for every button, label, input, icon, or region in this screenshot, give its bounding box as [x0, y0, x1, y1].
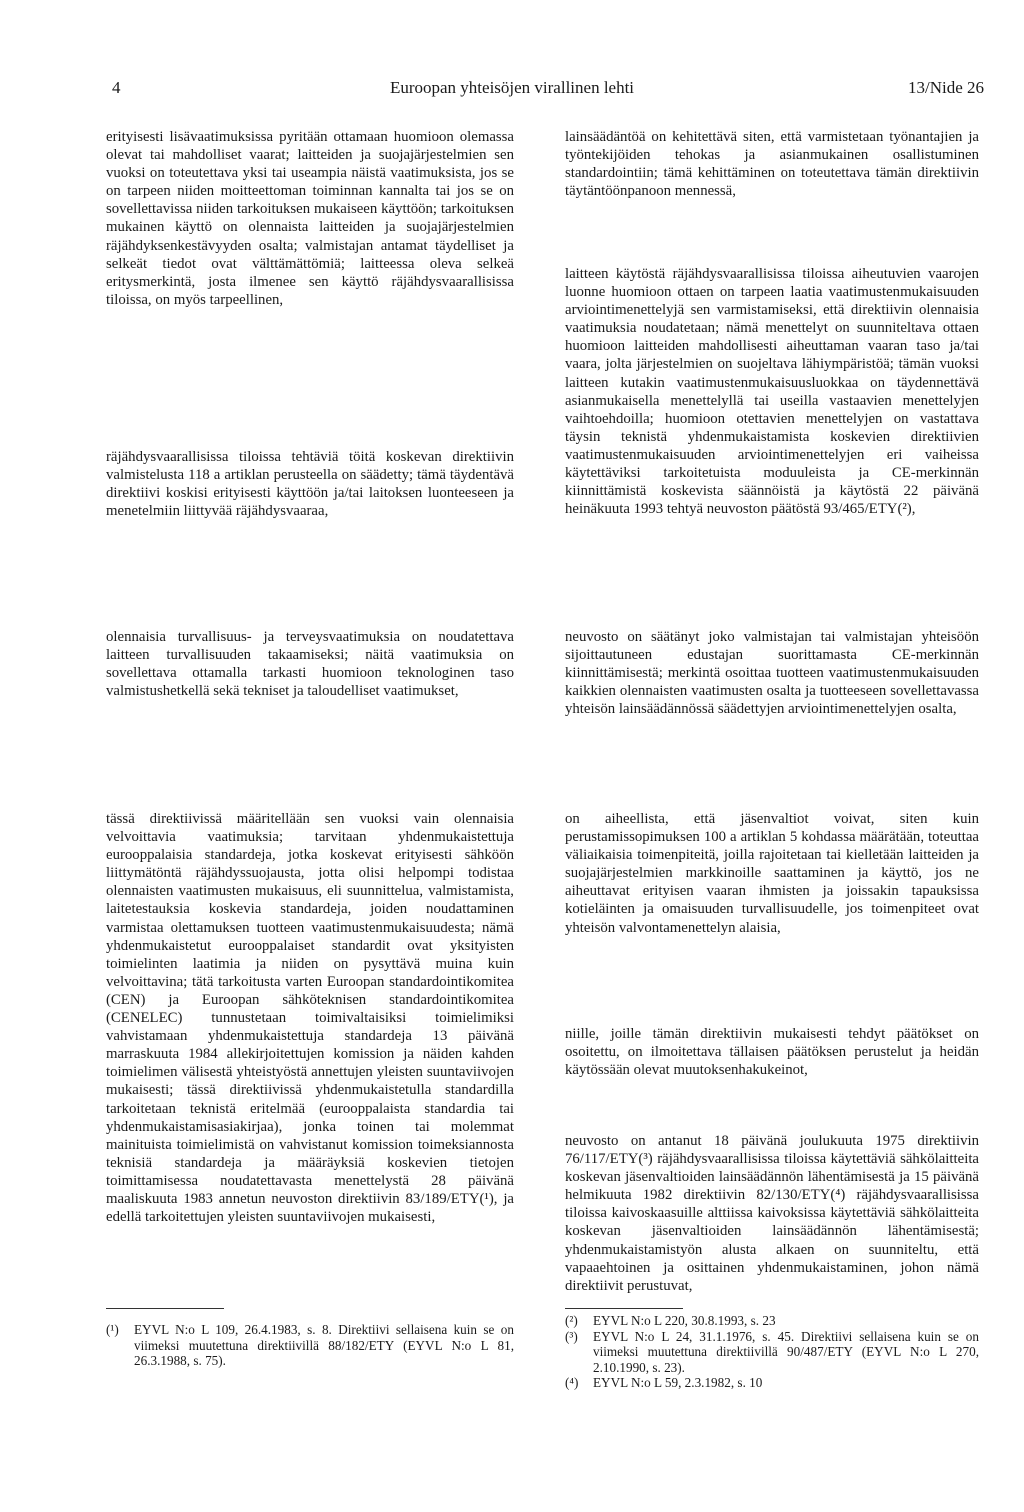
- right-paragraph-5: niille, joille tämän direktiivin mukaisesti tehdyt päätökset on osoitettu, on ilmoitettava tällaisen päätöksen perustelut ja heidän käytössään olevat muutoksenhakukeinot,: [565, 1026, 979, 1079]
- page-number: 4: [112, 78, 121, 97]
- footnote-marker: (²): [565, 1313, 578, 1328]
- footnote-text: EYVL N:o L 24, 31.1.1976, s. 45. Direktiivi sellaisena kuin se on viimeksi muutettuna direktiivillä 90/487/ETY (EYVL N:o L 270, 2.10.1990, s. 23).: [593, 1328, 979, 1375]
- right-footnotes: [565, 1313, 979, 1391]
- right-paragraph-2: laitteen käytöstä räjähdysvaarallisissa tiloissa aiheutuvien vaarojen luonne huomioon ottaen on tarpeen laatia vaatimustenmukaisuuden arviointimenettelyjä sen varmistamiseksi, että direktiivin olennaisia vaatimuksia noudatetaan; nämä menettelyt on suunniteltava ottaen huomioon laitteiden mahdollisesti aiheuttaman vaaran taso ja/tai vaara, jolta järjestelmien on suojeltava lähiympäristöä; tämän vuoksi laitteen kutakin vaatimustenmukaisuusluokkaa on täydennettävä asianmukaisella menettelyllä tai useilla vastaavien menettelyjen vaihtoehdoilla; huomioon otettavien menettelyjen on vastattava täysin teknistä yhdenmukaistamista koskevien direktiivien vaatimustenmukaisuuden arviointimenettelyjen eri vaiheissa käytettäviksi tarkoitetuista moduuleista ja CE-merkinnän kiinnittämistä koskevista säännöistä ja käytöstä 22 päivänä heinäkuuta 1993 tehtyä neuvoston päätöstä 93/465/ETY(²),: [565, 266, 979, 518]
- footnote-text: EYVL N:o L 59, 2.3.1982, s. 10: [593, 1375, 763, 1391]
- footnote-marker: (⁴): [565, 1375, 579, 1391]
- right-paragraph-3: neuvosto on säätänyt joko valmistajan tai valmistajan yhteisöön sijoittautuneen edustajan suorittamasta CE-merkinnän kiinnittämisestä; merkintä osoittaa tuotteen vaatimustenmukaisuuden kaikkien olennaisten vaatimusten osalta ja tuotteeseen sovellettavassa yhteisön lainsäädännössä säädettyjen arviointimenettelyjen osalta,: [565, 629, 979, 718]
- footnote-rule-right: [565, 1308, 683, 1309]
- footnote-2: [565, 1313, 979, 1329]
- left-footnotes: [106, 1322, 514, 1369]
- right-paragraph-6: neuvosto on antanut 18 päivänä joulukuuta 1975 direktiivin 76/117/ETY(³) räjähdysvaarallisissa tiloissa käytettäviä sähkölaitteita koskevan jäsenvaltioiden lainsäädännön lähentämisestä ja 15 päivänä helmikuuta 1982 direktiivin 82/130/ETY(⁴) räjähdysvaarallisissa tiloissa kaivoskaasuille alttiissa kaivoksissa käytettäviä sähkölaitteita koskevan jäsenvaltioiden lainsäädännön lähentämisestä; yhdenmukaistamistyön alusta alkaen on suunniteltu, että vapaaehtoinen ja osittainen yhdenmukaistaminen, johon nämä direktiivit perustuvat,: [565, 1133, 979, 1294]
- issue-label: 13/Nide 26: [907, 78, 984, 97]
- footnote-1: [106, 1322, 514, 1369]
- journal-title: Euroopan yhteisöjen virallinen lehti: [389, 78, 635, 97]
- footnote-4: [565, 1375, 979, 1391]
- footnote-3: [565, 1329, 979, 1376]
- footnote-marker: (³): [565, 1328, 578, 1344]
- left-paragraph-1: erityisesti lisävaatimuksissa pyritään ottamaan huomioon olemassa olevat tai mahdolliset vaarat; laitteiden ja suojajärjestelmien sen vuoksi on toteutettava yksi tai useampia näistä vaatimuksista, jos se on tarpeen niiden moitteettoman toiminnan kannalta tai jos se on sovellettavissa niiden tarkoituksen mukaiseen käyttöön; tarkoituksen mukainen käyttö on olennaista laitteiden ja suojajärjestelmien räjähdyksenkestävyyden osalta; valmistajan antamat täydelliset ja selkeät tiedot ovat välttämättömiä; laitteessa oleva selkeä eritysmerkintä, josta ilmenee sen käyttö räjähdysvaarallisissa tiloissa, on myös tarpeellinen,: [106, 129, 514, 308]
- footnote-text: EYVL N:o L 220, 30.8.1993, s. 23: [593, 1313, 776, 1328]
- left-paragraph-2: räjähdysvaarallisissa tiloissa tehtäviä töitä koskevan direktiivin valmistelusta 118 a artiklan perusteella on säädetty; tämä täydentävä direktiivi koskisi erityisesti käyttöön ja/tai laitoksen luonteeseen ja menetelmiin liittyvää räjähdysvaaraa,: [106, 449, 514, 520]
- right-paragraph-1: lainsäädäntöä on kehitettävä siten, että varmistetaan työnantajien ja työntekijöiden tehokas ja asianmukainen osallistuminen standardointiin; tämä kehittäminen on toteutettava tämän direktiivin täytäntöönpanoon mennessä,: [565, 129, 979, 200]
- right-paragraph-4: on aiheellista, että jäsenvaltiot voivat, siten kuin perustamissopimuksen 100 a artiklan 5 kohdassa määrätään, toteuttaa väliaikaisia toimenpiteitä, joilla rajoitetaan tai kielletään laitteiden ja suojajärjestelmien markkinoille saattaminen ja käyttö, jos ne aiheuttavat erityisen vaaran ihmisten ja joissakin tapauksissa kotieläinten ja omaisuuden turvallisuudelle, jos toimenpiteet ovat yhteisön valvontamenettelyn alaisia,: [565, 811, 979, 936]
- left-paragraph-3: olennaisia turvallisuus- ja terveysvaatimuksia on noudatettava laitteen turvallisuuden takaamiseksi; näitä vaatimuksia on sovellettava ottamalla tarkasti huomioon teknologinen taso valmistushetkellä sekä tekniset ja taloudelliset vaatimukset,: [106, 629, 514, 700]
- footnote-text: EYVL N:o L 109, 26.4.1983, s. 8. Direktiivi sellaisena kuin se on viimeksi muutettuna direktiivillä 88/182/ETY (EYVL N:o L 81, 26.3.1988, s. 75).: [134, 1322, 514, 1369]
- footnote-marker: (¹): [106, 1322, 119, 1337]
- footnote-rule-left: [106, 1308, 224, 1309]
- left-paragraph-4: tässä direktiivissä määritellään sen vuoksi vain olennaisia velvoittavia vaatimuksia; tarvitaan yhdenmukaistettuja eurooppalaisia standardeja, jotka koskevat erityisesti sähköön liittymätöntä räjähdyssuojausta, jotta olisi helpompi todistaa olennaisten vaatimusten mukaisuus, eli suunnittelua, valmistamista, laitetestauksia koskevia standardeja, joiden noudattaminen varmistaa olettamuksen tuotteen vaatimustenmukaisuudesta; nämä yhdenmukaistetut eurooppalaiset standardit ovat yksityisten toimielinten laatimia ja niiden on pysyttävä muina kuin velvoittavina; tätä tarkoitusta varten Euroopan standardointikomitea (CEN) ja Euroopan sähköteknisen standardointikomitea (CENELEC) tunnustetaan toimivaltaisiksi toimielimiksi vahvistamaan yhdenmukaistettuja standardeja 13 päivänä marraskuuta 1984 allekirjoitettujen komission ja näiden kahden toimielimen välisestä yhteistyöstä annettujen yleisten suuntaviivojen mukaisesti; tässä direktiivissä yhdenmukaistetulla standardilla tarkoitetaan teknistä eritelmää (eurooppalaista standardia tai yhdenmukaistamisasiakirjaa), jonka toinen tai molemmat mainituista toimielimistä on vahvistanut komission toimeksiannosta teknisiä standardeja ja määräyksiä koskevien tietojen toimittamisessa noudatettavasta menettelystä 28 päivänä maaliskuuta 1983 annetun neuvoston direktiivin 83/189/ETY(¹), ja edellä tarkoitettujen yleisten suuntaviivojen mukaisesti,: [106, 811, 514, 1226]
